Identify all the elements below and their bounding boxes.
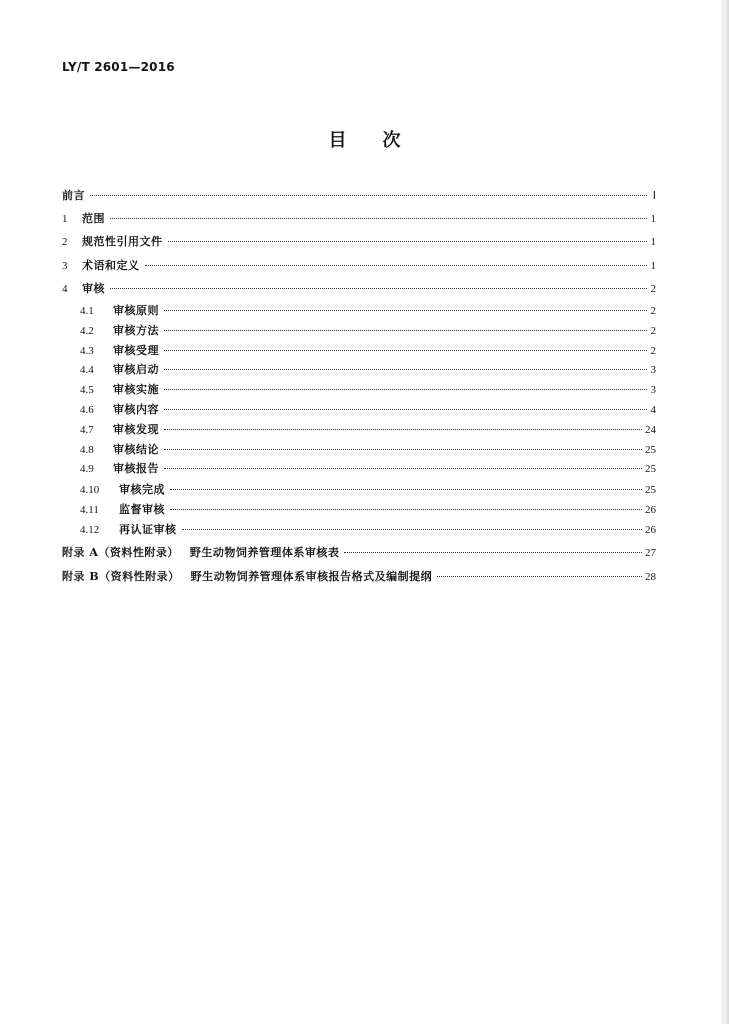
toc-number: 4.6 (80, 404, 94, 416)
toc-number: 4.11 (80, 504, 99, 516)
toc-label: 审核结论 (113, 443, 159, 456)
toc-leader (164, 350, 647, 351)
toc-page: 3 (650, 364, 656, 376)
toc-leader (168, 241, 648, 242)
toc-label: 范围 (82, 212, 105, 225)
toc-label: 再认证审核 (119, 523, 177, 536)
toc-leader (164, 468, 642, 469)
toc-leader (170, 489, 642, 490)
toc-page: 2 (650, 305, 656, 317)
toc-leader (164, 330, 647, 331)
annex-designation: 附录 A（资料性附录） (62, 546, 179, 559)
toc-number: 4.5 (80, 384, 94, 396)
toc-page: 25 (645, 463, 656, 475)
toc-number: 4.1 (80, 305, 94, 317)
toc-entry-4-7[interactable] (80, 422, 656, 438)
toc-entry-annex-b[interactable] (62, 569, 656, 585)
toc-page: 2 (650, 325, 656, 337)
toc-entry-3[interactable] (62, 258, 656, 274)
toc-page: 26 (645, 524, 656, 536)
toc-number: 4.12 (80, 524, 100, 536)
toc-number: 4.4 (80, 364, 94, 376)
toc-page: 26 (645, 504, 656, 516)
toc-label: 审核原则 (113, 304, 159, 317)
toc-entry-4-2[interactable] (80, 323, 656, 339)
toc-page: 24 (645, 424, 656, 436)
annex-title: 野生动物饲养管理体系审核表 (189, 546, 340, 559)
toc-page: 1 (650, 236, 656, 248)
toc-number: 1 (62, 213, 68, 225)
toc-entry-1[interactable] (62, 211, 656, 227)
toc-entry-4-3[interactable] (80, 343, 656, 359)
toc-label: 审核完成 (119, 483, 165, 496)
toc-leader (110, 288, 647, 289)
toc-number: 4.10 (80, 484, 100, 496)
toc-page: 25 (645, 444, 656, 456)
toc-label: 术语和定义 (82, 259, 140, 272)
toc-entry-4[interactable] (62, 281, 656, 297)
toc-leader (164, 389, 647, 390)
toc-page: 4 (650, 404, 656, 416)
toc-leader (90, 195, 647, 196)
annex-title: 野生动物饲养管理体系审核报告格式及编制提纲 (190, 570, 433, 583)
toc-label: 监督审核 (119, 503, 165, 516)
toc-page: 3 (650, 384, 656, 396)
toc-leader (164, 310, 647, 311)
toc-page: 27 (645, 547, 656, 559)
toc-label: 审核内容 (113, 403, 159, 416)
toc-entry-2[interactable] (62, 234, 656, 250)
toc-label (62, 545, 339, 561)
toc-page: Ⅰ (652, 190, 656, 202)
toc-label: 审核 (82, 282, 105, 295)
toc-leader (164, 369, 647, 370)
annex-designation: 附录 B（资料性附录） (62, 570, 180, 583)
toc-number: 4 (62, 283, 68, 295)
toc-page: 28 (645, 571, 656, 583)
toc-label: 规范性引用文件 (82, 235, 163, 248)
toc-number: 4.9 (80, 463, 94, 475)
toc-leader (170, 509, 642, 510)
toc-number: 4.8 (80, 444, 94, 456)
toc-label: 审核实施 (113, 383, 159, 396)
toc-entry-foreword[interactable] (62, 188, 656, 204)
toc-entry-4-10[interactable] (80, 482, 656, 498)
toc-leader (164, 429, 642, 430)
toc-entry-4-12[interactable] (80, 522, 656, 538)
standard-code: LY/T 2601—2016 (62, 60, 175, 74)
toc-label: 审核报告 (113, 462, 159, 475)
toc-entry-4-9[interactable] (80, 461, 656, 477)
toc-entry-4-6[interactable] (80, 402, 656, 418)
toc-entry-4-11[interactable] (80, 502, 656, 518)
toc-page: 2 (650, 345, 656, 357)
toc-label: 审核启动 (113, 363, 159, 376)
toc-page: 1 (650, 260, 656, 272)
toc-leader (344, 552, 642, 553)
toc-leader (164, 409, 647, 410)
toc-entry-annex-a[interactable] (62, 545, 656, 561)
toc-leader (145, 265, 648, 266)
toc-page: 2 (650, 283, 656, 295)
toc-entry-4-1[interactable] (80, 303, 656, 319)
toc-number: 3 (62, 260, 68, 272)
toc-page: 25 (645, 484, 656, 496)
toc-leader (110, 218, 647, 219)
toc-page: 1 (650, 213, 656, 225)
toc-number: 4.2 (80, 325, 94, 337)
toc-label: 前言 (62, 189, 85, 202)
toc-label: 审核发现 (113, 423, 159, 436)
page-title: 目 次 (328, 130, 401, 151)
page-edge (722, 0, 729, 1024)
toc-entry-4-5[interactable] (80, 382, 656, 398)
toc-number: 2 (62, 236, 68, 248)
toc-label (62, 569, 432, 585)
toc-label: 审核方法 (113, 324, 159, 337)
toc-entry-4-8[interactable] (80, 442, 656, 458)
toc-number: 4.7 (80, 424, 94, 436)
toc-leader (437, 576, 642, 577)
toc-label: 审核受理 (113, 344, 159, 357)
toc-entry-4-4[interactable] (80, 362, 656, 378)
toc-leader (164, 449, 642, 450)
toc-leader (182, 529, 643, 530)
toc-number: 4.3 (80, 345, 94, 357)
